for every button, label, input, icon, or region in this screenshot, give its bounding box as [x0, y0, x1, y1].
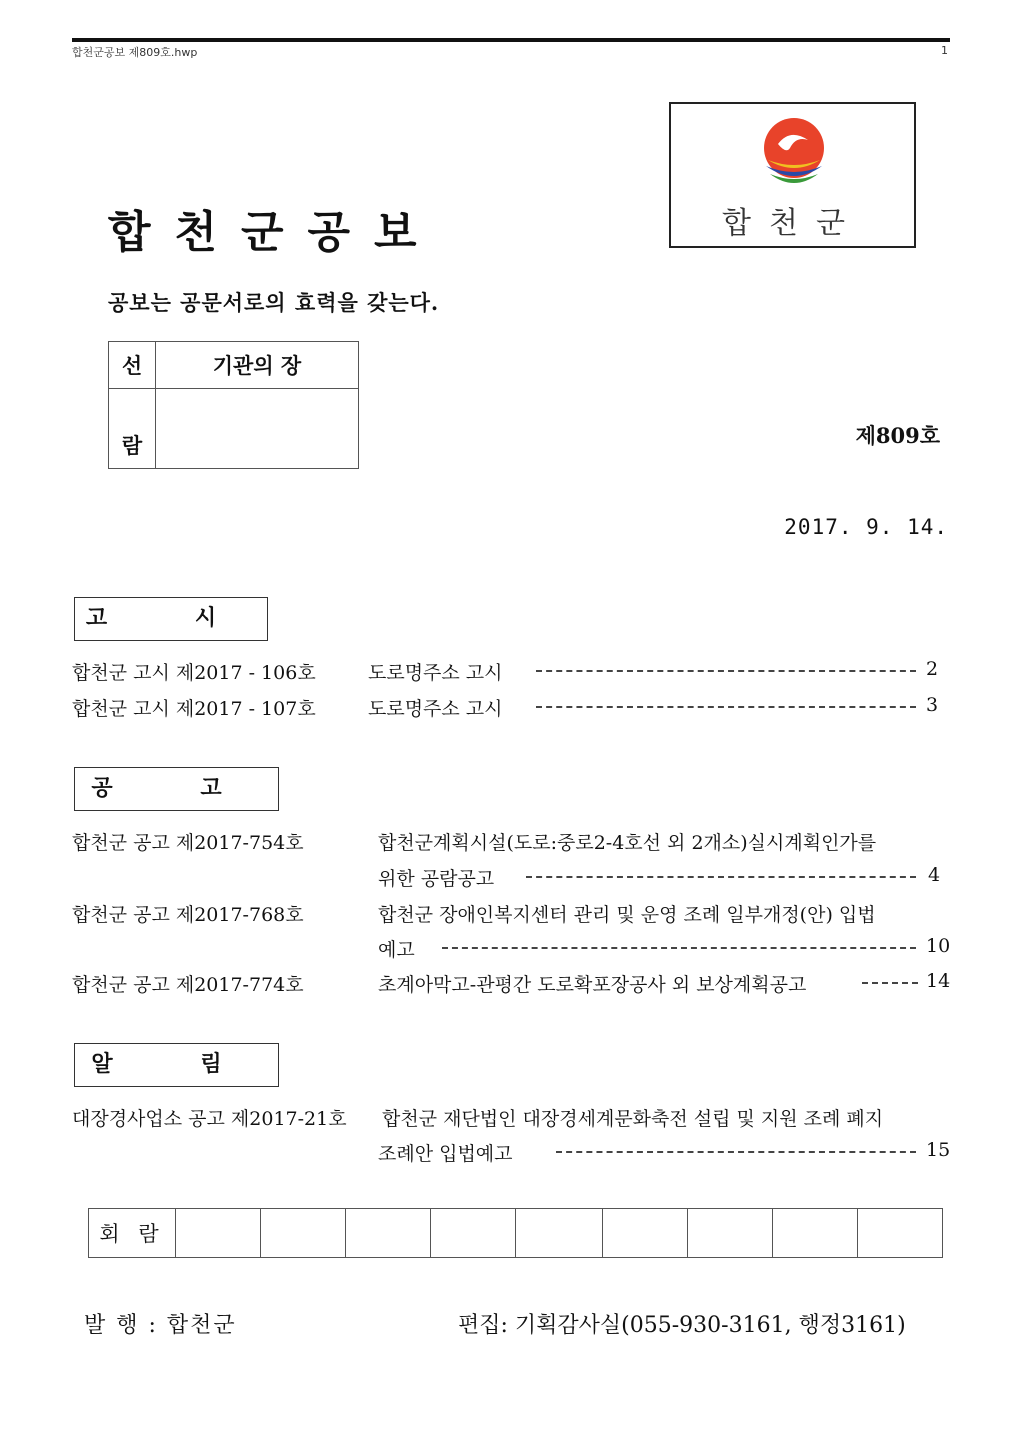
- toc-ref: 합천군 고시 제2017 - 107호: [72, 698, 316, 720]
- leader-dots: [556, 1151, 916, 1153]
- bulletin-title: 합천군공보: [108, 207, 441, 258]
- section-header-announcement: 공 고: [74, 767, 279, 811]
- toc-page: 2: [926, 658, 939, 680]
- hapcheon-emblem-icon: [756, 114, 832, 194]
- review-signature-cell[interactable]: [156, 389, 359, 469]
- toc-page: 3: [926, 694, 939, 716]
- toc-ref: 대장경사업소 공고 제2017-21호: [72, 1108, 347, 1130]
- toc-ref: 합천군 공고 제2017-774호: [72, 974, 304, 996]
- bulletin-subtitle: 공보는 공문서로의 효력을 갖는다.: [108, 290, 440, 315]
- issue-number: 제809호: [855, 423, 940, 448]
- toc-desc[interactable]: 도로명주소 고시: [368, 662, 503, 684]
- circulation-table: [88, 1208, 943, 1258]
- toc-page: 10: [926, 935, 951, 957]
- page-number: 1: [941, 44, 948, 57]
- circulation-cell[interactable]: [603, 1209, 688, 1258]
- toc-desc-cont[interactable]: 예고: [378, 939, 415, 961]
- toc-desc[interactable]: 합천군계획시설(도로:중로2-4호선 외 2개소)실시계획인가를: [378, 832, 877, 854]
- toc-desc[interactable]: 합천군 재단법인 대장경세계문화축전 설립 및 지원 조례 폐지: [382, 1108, 884, 1130]
- toc-desc[interactable]: 합천군 장애인복지센터 관리 및 운영 조례 일부개정(안) 입법: [378, 904, 876, 926]
- toc-ref: 합천군 공고 제2017-754호: [72, 832, 304, 854]
- review-header: 기관의 장: [156, 342, 359, 389]
- circulation-cell[interactable]: [261, 1209, 346, 1258]
- header-rule: [72, 38, 950, 42]
- editor-contact: 편집: 기획감사실(055-930-3161, 행정3161): [458, 1313, 906, 1338]
- logo-text: 합천군: [722, 206, 863, 241]
- leader-dots: [526, 876, 916, 878]
- circulation-cell[interactable]: [773, 1209, 858, 1258]
- review-stamp-box: [108, 341, 359, 469]
- toc-ref: 합천군 고시 제2017 - 106호: [72, 662, 316, 684]
- toc-desc[interactable]: 초계아막고-관평간 도로확포장공사 외 보상계획공고: [378, 974, 807, 996]
- circulation-cell[interactable]: [431, 1209, 516, 1258]
- toc-desc-cont[interactable]: 조례안 입법예고: [378, 1143, 513, 1165]
- file-name: 합천군공보 제809호.hwp: [72, 46, 198, 59]
- leader-dots: [442, 947, 916, 949]
- toc-page: 14: [926, 970, 951, 992]
- review-label-bottom: 람: [109, 389, 156, 469]
- leader-dots: [536, 706, 916, 708]
- toc-page: 4: [928, 864, 941, 886]
- circulation-cell[interactable]: [516, 1209, 603, 1258]
- toc-ref: 합천군 공고 제2017-768호: [72, 904, 304, 926]
- issue-date: 2017. 9. 14.: [784, 515, 948, 539]
- toc-page: 15: [926, 1139, 951, 1161]
- toc-desc-cont[interactable]: 위한 공람공고: [378, 868, 495, 890]
- circulation-cell[interactable]: [346, 1209, 431, 1258]
- leader-dots: [862, 982, 918, 984]
- leader-dots: [536, 670, 916, 672]
- circulation-label: 회 람: [89, 1209, 176, 1258]
- section-header-notice: 고 시: [74, 597, 268, 641]
- toc-desc[interactable]: 도로명주소 고시: [368, 698, 503, 720]
- review-label-top: 선: [109, 342, 156, 389]
- circulation-cell[interactable]: [858, 1209, 943, 1258]
- section-header-notification: 알 림: [74, 1043, 279, 1087]
- circulation-cell[interactable]: [176, 1209, 261, 1258]
- publisher: 발 행 : 합천군: [84, 1313, 237, 1338]
- circulation-cell[interactable]: [688, 1209, 773, 1258]
